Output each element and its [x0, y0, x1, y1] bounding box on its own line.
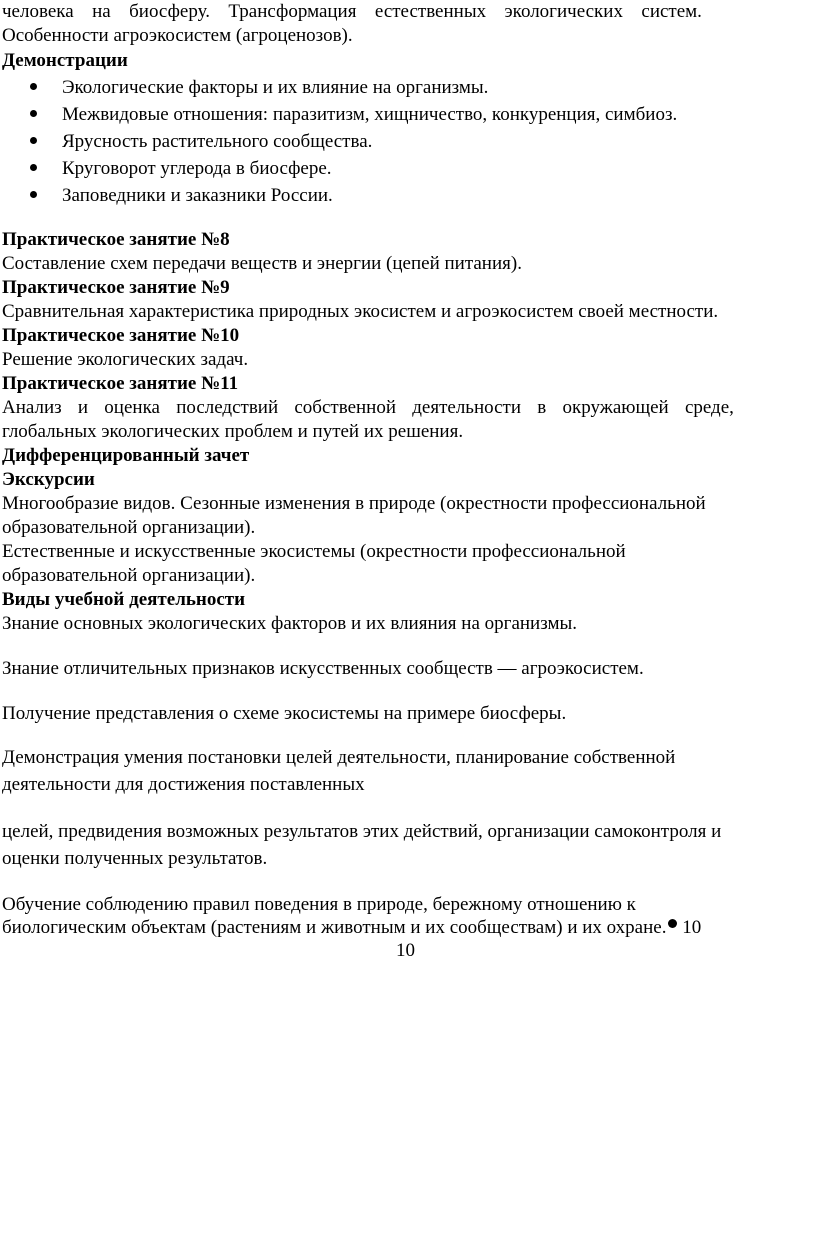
activities-p3: Получение представления о схеме экосистемы на примере биосферы.: [2, 703, 567, 724]
practice-word: окружающей: [562, 397, 669, 418]
practice-text-11-line-1: [2, 396, 734, 420]
activities-p4-line-1: Демонстрация умения постановки целей деятельности, планирование собственной: [2, 747, 676, 768]
intro-word: экологических: [504, 1, 623, 22]
activities-heading: Виды учебной деятельности: [2, 589, 246, 610]
practice-title-11: Практическое занятие №11: [2, 373, 239, 394]
intro-word: человека: [2, 1, 74, 22]
practice-title-10: Практическое занятие №10: [2, 325, 240, 346]
excursions-heading: Экскурсии: [2, 469, 95, 490]
list-item: [30, 103, 678, 127]
practice-word: и: [77, 397, 89, 418]
list-item: [30, 157, 332, 181]
practice-title-9: Практическое занятие №9: [2, 277, 230, 298]
excursions-line-3: Естественные и искусственные экосистемы (окрестности профессиональной: [2, 541, 626, 562]
intro-word: биосферу.: [129, 1, 210, 22]
practice-word: среде,: [684, 397, 734, 418]
excursions-line-4: образовательной организации).: [2, 565, 256, 586]
activities-p6-suffix: 10: [677, 917, 702, 938]
activities-p1: Знание основных экологических факторов и их влияния на организмы.: [2, 613, 577, 634]
activities-p4-line-2: деятельности для достижения поставленных: [2, 774, 365, 795]
intro-line-1: [2, 0, 702, 24]
excursions-line-2: образовательной организации).: [2, 517, 256, 538]
practice-text-8: Составление схем передачи веществ и энергии (цепей питания).: [2, 253, 522, 274]
list-item-text: Заповедники и заказники России.: [62, 185, 333, 206]
list-item: [30, 130, 373, 154]
practice-word: собственной: [294, 397, 397, 418]
activities-p2: Знание отличительных признаков искусственных сообществ — агроэкосистем.: [2, 658, 644, 679]
activities-p5-line-2: оценки полученных результатов.: [2, 848, 268, 869]
bullet-icon: [30, 83, 37, 90]
activities-p6-line-1: Обучение соблюдению правил поведения в природе, бережному отношению к: [2, 894, 636, 915]
bullet-icon: [30, 191, 37, 198]
excursions-line-1: Многообразие видов. Сезонные изменения в природе (окрестности профессиональной: [2, 493, 706, 514]
practice-title-8: Практическое занятие №8: [2, 229, 230, 250]
activities-p6-line-2: [2, 916, 701, 940]
diff-zachet-heading: Дифференцированный зачет: [2, 445, 250, 466]
practice-word: оценка: [104, 397, 160, 418]
demo-heading: Демонстрации: [2, 50, 128, 71]
list-item-text: Круговорот углерода в биосфере.: [62, 158, 332, 179]
list-item-text: Ярусность растительного сообщества.: [62, 131, 373, 152]
bullet-icon: [30, 110, 37, 117]
bullet-icon: [30, 164, 37, 171]
practice-word: деятельности: [412, 397, 522, 418]
practice-text-10: Решение экологических задач.: [2, 349, 249, 370]
practice-word: Анализ: [2, 397, 62, 418]
list-item-text: Межвидовые отношения: паразитизм, хищничество, конкуренция, симбиоз.: [62, 104, 678, 125]
practice-word: последствий: [176, 397, 279, 418]
list-item: [30, 76, 489, 100]
page-number: 10: [396, 940, 415, 961]
intro-line-2: Особенности агроэкосистем (агроценозов).: [2, 25, 353, 46]
list-item-text: Экологические факторы и их влияние на организмы.: [62, 77, 489, 98]
activities-p6-line-2-text: биологическим объектам (растениям и животным и их сообществам) и их охране.: [2, 917, 667, 938]
practice-text-9: Сравнительная характеристика природных экосистем и агроэкосистем своей местности.: [2, 301, 719, 322]
intro-word: Трансформация: [228, 1, 357, 22]
practice-word: в: [537, 397, 547, 418]
list-item: [30, 184, 333, 208]
intro-word: систем.: [641, 1, 702, 22]
bullet-icon: [30, 137, 37, 144]
activities-p5-line-1: целей, предвидения возможных результатов этих действий, организации самоконтроля и: [2, 821, 722, 842]
intro-word: на: [92, 1, 111, 22]
intro-word: естественных: [374, 1, 487, 22]
practice-text-11-line-2: глобальных экологических проблем и путей их решения.: [2, 421, 464, 442]
